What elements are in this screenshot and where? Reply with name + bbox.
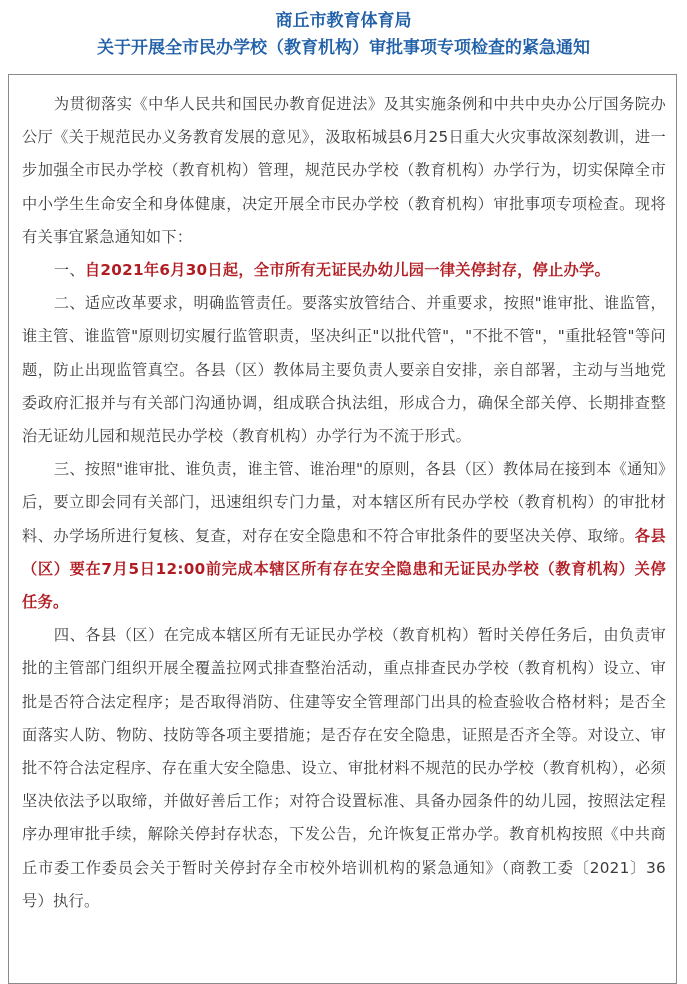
item-1-emphasis: 自2021年6月30日起，全市所有无证民办幼儿园一律关停封存，停止办学。 — [84, 261, 611, 280]
item-4-paragraph: 四、各县（区）在完成本辖区所有无证民办学校（教育机构）暂时关停任务后，由负责审批的主管部门组织开展全覆盖拉网式排查整治活动，重点排查民办学校（教育机构）设立、审批是否符合法定程序；是否取得消防、住建等安全管理部门出具的检查验收合格材料；是否全面落实人防、物防、技防等各项主要措施；是否存在安全隐患，证照是否齐全等。对设立、审批不符合法定程序、存在重大安全隐患、设立、审批材料不规范的民办学校（教育机构），必须坚决依法予以取缔，并做好善后工作；对符合设置标准、具备办园条件的幼儿园，按照法定程序办理审批手续，解除关停封存状态，下发公告，允许恢复正常办学。教育机构按照《中共商丘市委工作委员会关于暂时关停封存全市校外培训机构的紧急通知》（商教工委〔2021〕36号）执行。 — [22, 626, 666, 910]
issuer-title: 商丘市教育体育局 — [275, 11, 412, 31]
notice-title: 关于开展全市民办学校（教育机构）审批事项专项检查的紧急通知 — [97, 38, 590, 58]
notice-body — [22, 88, 666, 918]
item-3-paragraph — [22, 453, 666, 619]
item-2-paragraph: 二、适应改革要求，明确监管责任。要落实放管结合、并重要求，按照"谁审批、谁监管，谁主管、谁监管"原则切实履行监管职责，坚决纠正"以批代管"，"不批不管"，"重批轻管"等问题，防止出现监管真空。各县（区）教体局主要负责人要亲自安排，亲自部署，主动与当地党委政府汇报并与有关部门沟通协调，组成联合执法组，形成合力，确保全部关停、长期排查整治无证幼儿园和规范民办学校（教育机构）办学行为不流于形式。 — [22, 294, 666, 446]
document-header — [0, 8, 687, 62]
item-1-paragraph — [22, 254, 666, 287]
intro-paragraph: 为贯彻落实《中华人民共和国民办教育促进法》及其实施条例和中共中央办公厅国务院办公厅《关于规范民办义务教育发展的意见》，汲取柘城县6月25日重大火灾事故深刻教训，进一步加强全市民办学校（教育机构）管理，规范民办学校（教育机构）办学行为，切实保障全市中小学生生命安全和身体健康，决定开展全市民办学校（教育机构）审批事项专项检查。现将有关事宜紧急通知如下： — [22, 95, 666, 246]
item-3-emphasis: 各县（区）要在7月5日12:00前完成本辖区所有存在安全隐患和无证民办学校（教育机构）关停任务。 — [22, 526, 666, 612]
item-1-number: 一、 — [53, 261, 85, 280]
item-3-text: 三、按照"谁审批、谁负责，谁主管、谁治理"的原则，各县（区）教体局在接到本《通知》后，要立即会同有关部门，迅速组织专门力量，对本辖区所有民办学校（教育机构）的审批材料、办学场所进行复核、复查，对存在安全隐患和不符合审批条件的要坚决关停、取缔。 — [22, 460, 666, 545]
